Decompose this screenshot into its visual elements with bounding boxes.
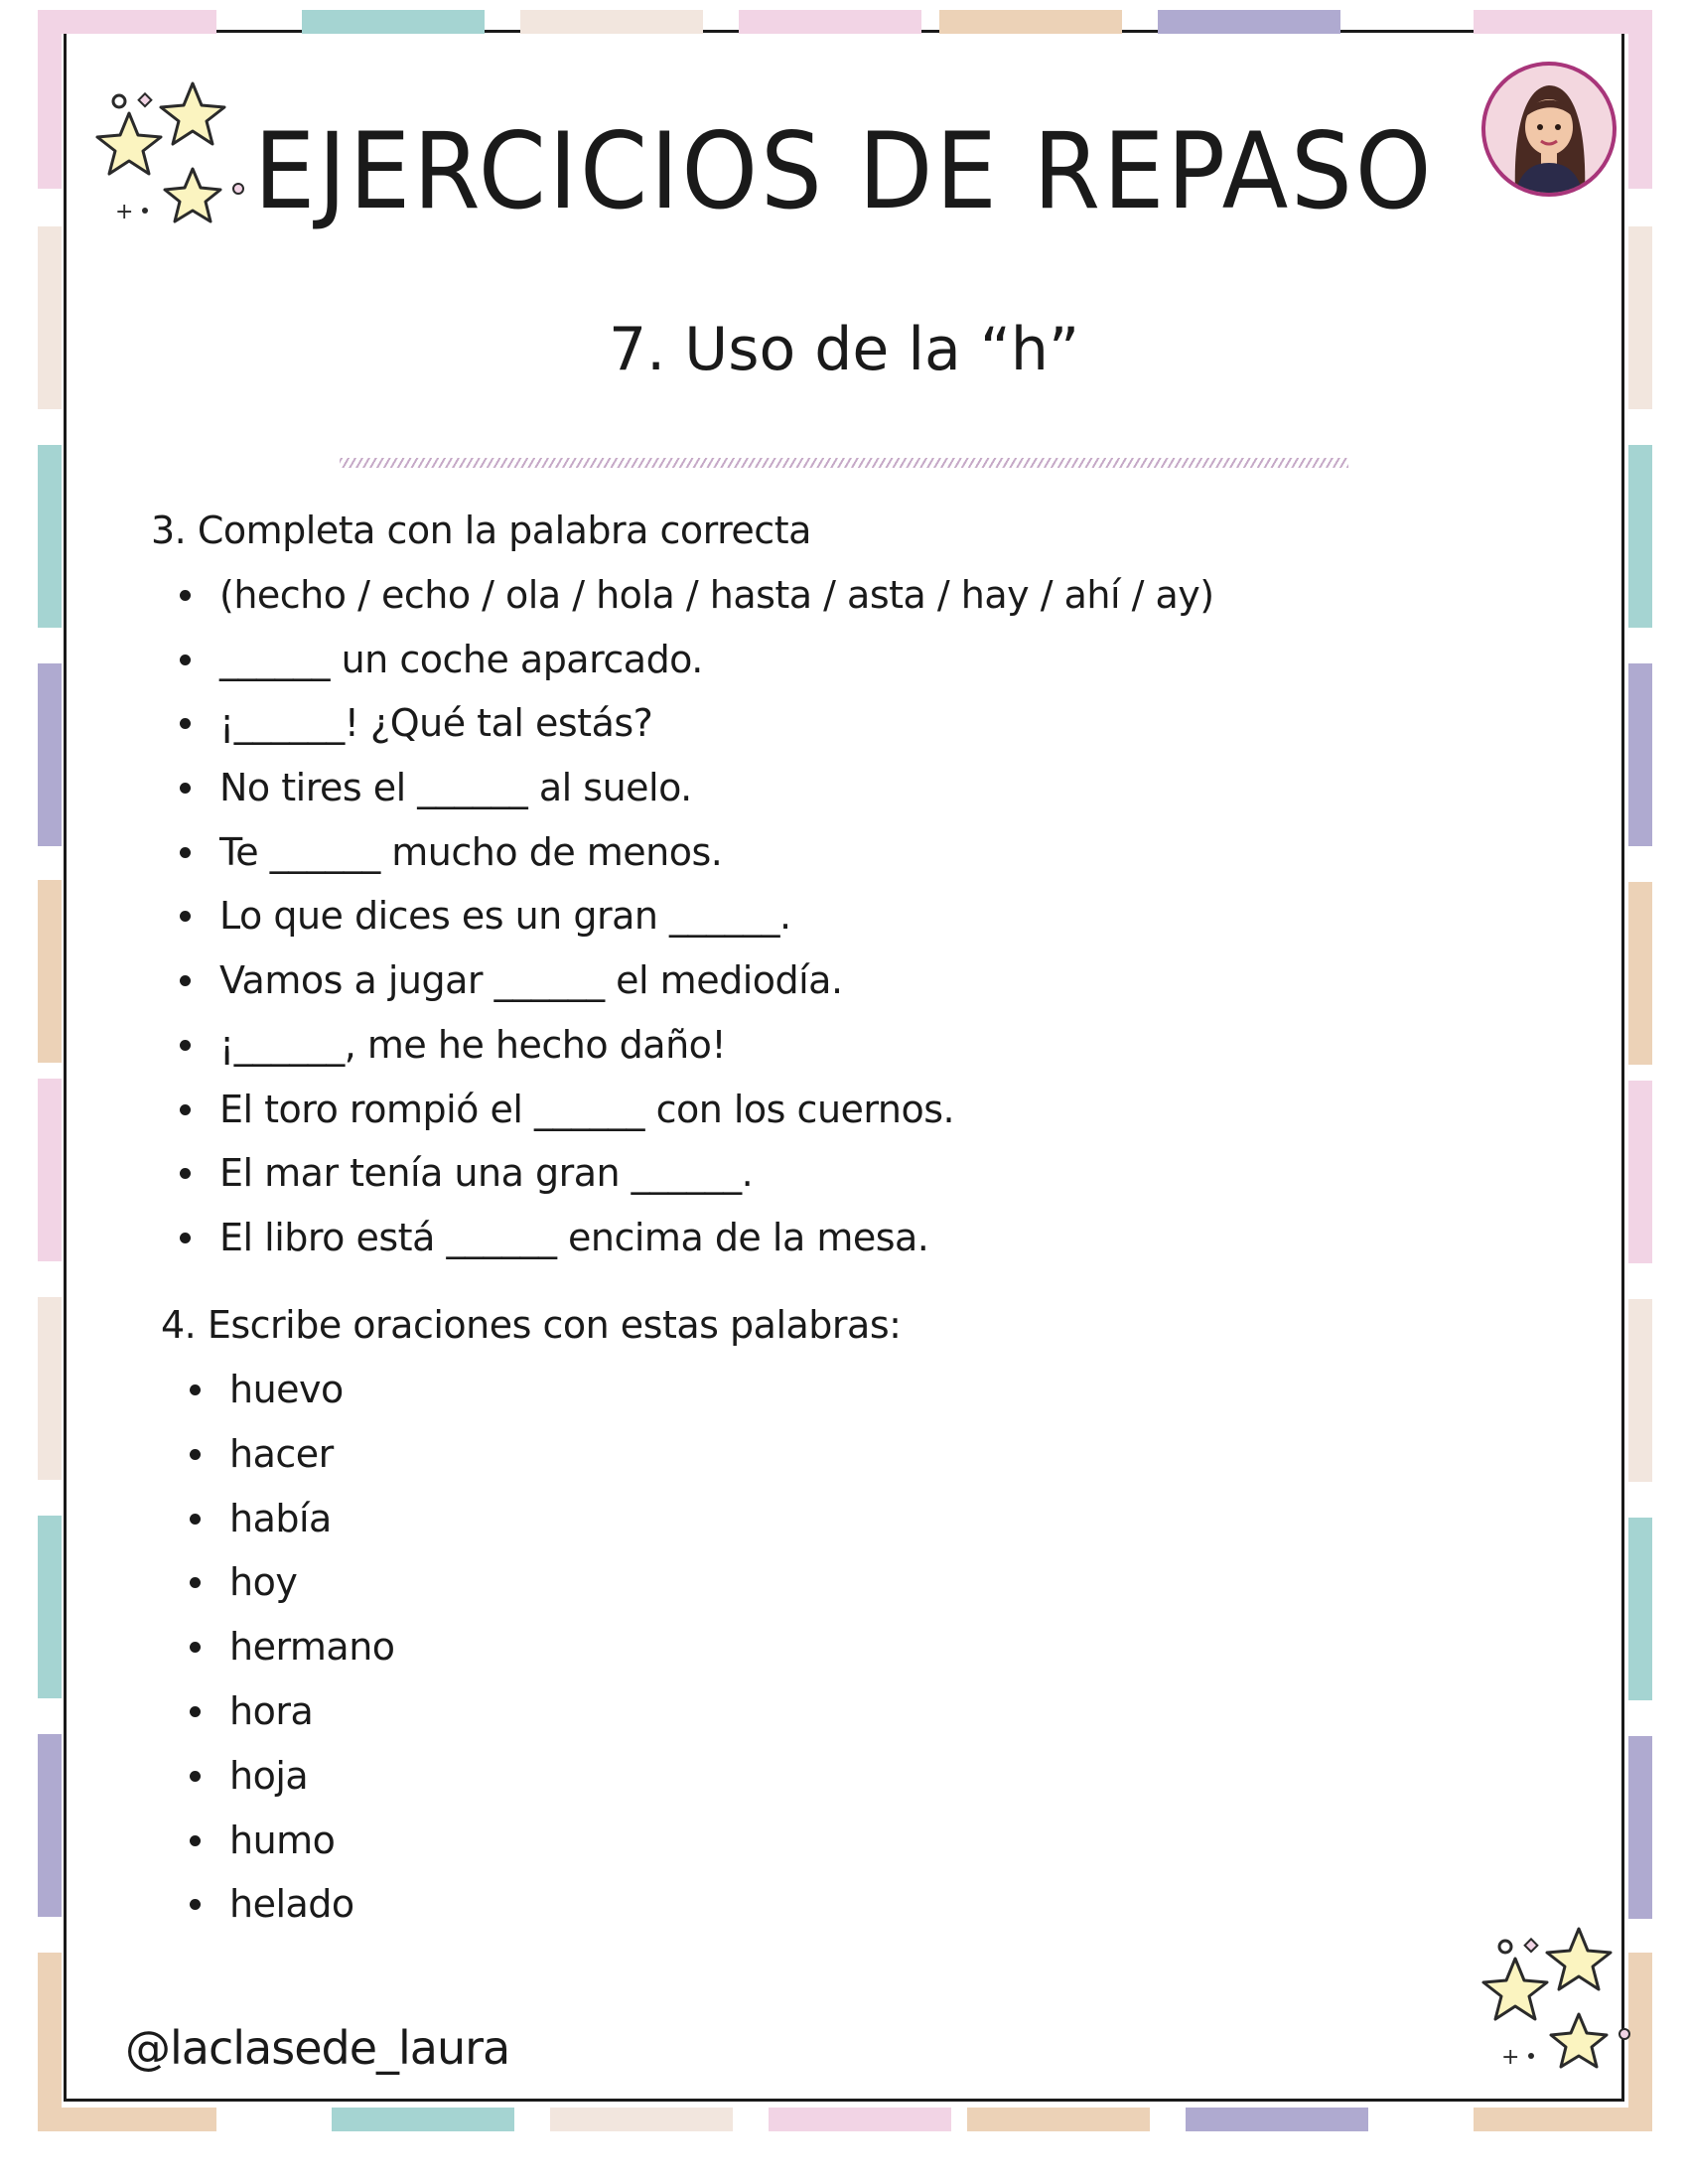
list-item: El libro está ______ encima de la mesa.: [219, 1219, 1214, 1283]
border-segment: [1628, 10, 1652, 189]
border-segment: [1186, 2108, 1368, 2131]
stars-icon: [1470, 1919, 1638, 2078]
border-segment: [520, 10, 703, 34]
list-item: huevo: [229, 1371, 395, 1435]
border-segment: [1628, 1299, 1652, 1482]
border-segment: [38, 10, 216, 34]
exercise-4-list: [229, 1368, 395, 1950]
border-segment: [1628, 1518, 1652, 1700]
decorative-divider: [340, 458, 1348, 468]
list-item: ¡______, me he hecho daño!: [219, 1026, 1214, 1091]
exercise-3-list: [219, 573, 1214, 1283]
list-item: hoy: [229, 1563, 395, 1628]
border-segment: [38, 226, 62, 409]
list-item: humo: [229, 1821, 395, 1886]
border-segment: [302, 10, 485, 34]
list-item: No tires el ______ al suelo.: [219, 769, 1214, 833]
border-segment: [38, 445, 62, 628]
border-segment: [332, 2108, 514, 2131]
border-segment: [38, 1953, 62, 2131]
border-segment: [739, 10, 921, 34]
list-item: Lo que dices es un gran ______.: [219, 897, 1214, 961]
frame-line-bottom: [64, 2099, 1624, 2102]
list-item: ______ un coche aparcado.: [219, 641, 1214, 705]
border-segment: [38, 1734, 62, 1917]
list-item: hermano: [229, 1628, 395, 1692]
list-item: hacer: [229, 1435, 395, 1500]
exercise-4-heading: 4. Escribe oraciones con estas palabras:: [161, 1303, 902, 1347]
border-segment: [38, 2108, 216, 2131]
border-segment: [967, 2108, 1150, 2131]
list-item: había: [229, 1500, 395, 1564]
svg-text:+: +: [1501, 2045, 1520, 2070]
list-item: hoja: [229, 1757, 395, 1821]
border-segment: [1628, 1081, 1652, 1263]
border-segment: [38, 1516, 62, 1698]
page-subtitle: 7. Uso de la “h”: [608, 315, 1080, 384]
list-item: Te ______ mucho de menos.: [219, 833, 1214, 898]
border-segment: [1628, 226, 1652, 409]
border-segment: [38, 663, 62, 846]
svg-text:+: +: [115, 200, 134, 224]
border-segment: [1628, 445, 1652, 628]
list-item: ¡______! ¿Qué tal estás?: [219, 704, 1214, 769]
list-item: (hecho / echo / ola / hola / hasta / asta / hay / ahí / ay): [219, 576, 1214, 641]
border-segment: [1158, 10, 1340, 34]
border-segment: [1628, 882, 1652, 1065]
border-segment: [769, 2108, 951, 2131]
border-segment: [550, 2108, 733, 2131]
border-segment: [38, 10, 62, 189]
border-segment: [1628, 663, 1652, 846]
list-item: hora: [229, 1692, 395, 1757]
border-segment: [38, 880, 62, 1063]
list-item: El mar tenía una gran ______.: [219, 1154, 1214, 1219]
exercise-3-heading: 3. Completa con la palabra correcta: [151, 509, 811, 552]
list-item: Vamos a jugar ______ el mediodía.: [219, 961, 1214, 1026]
border-segment: [38, 1297, 62, 1480]
page-title: EJERCICIOS DE REPASO: [253, 110, 1435, 232]
list-item: El toro rompió el ______ con los cuernos.: [219, 1091, 1214, 1155]
border-segment: [1474, 10, 1652, 34]
border-segment: [38, 1079, 62, 1261]
footer-handle: @laclasede_laura: [125, 2021, 510, 2075]
border-segment: [1628, 1736, 1652, 1919]
list-item: helado: [229, 1885, 395, 1950]
border-segment: [1474, 2108, 1652, 2131]
border-segment: [939, 10, 1122, 34]
